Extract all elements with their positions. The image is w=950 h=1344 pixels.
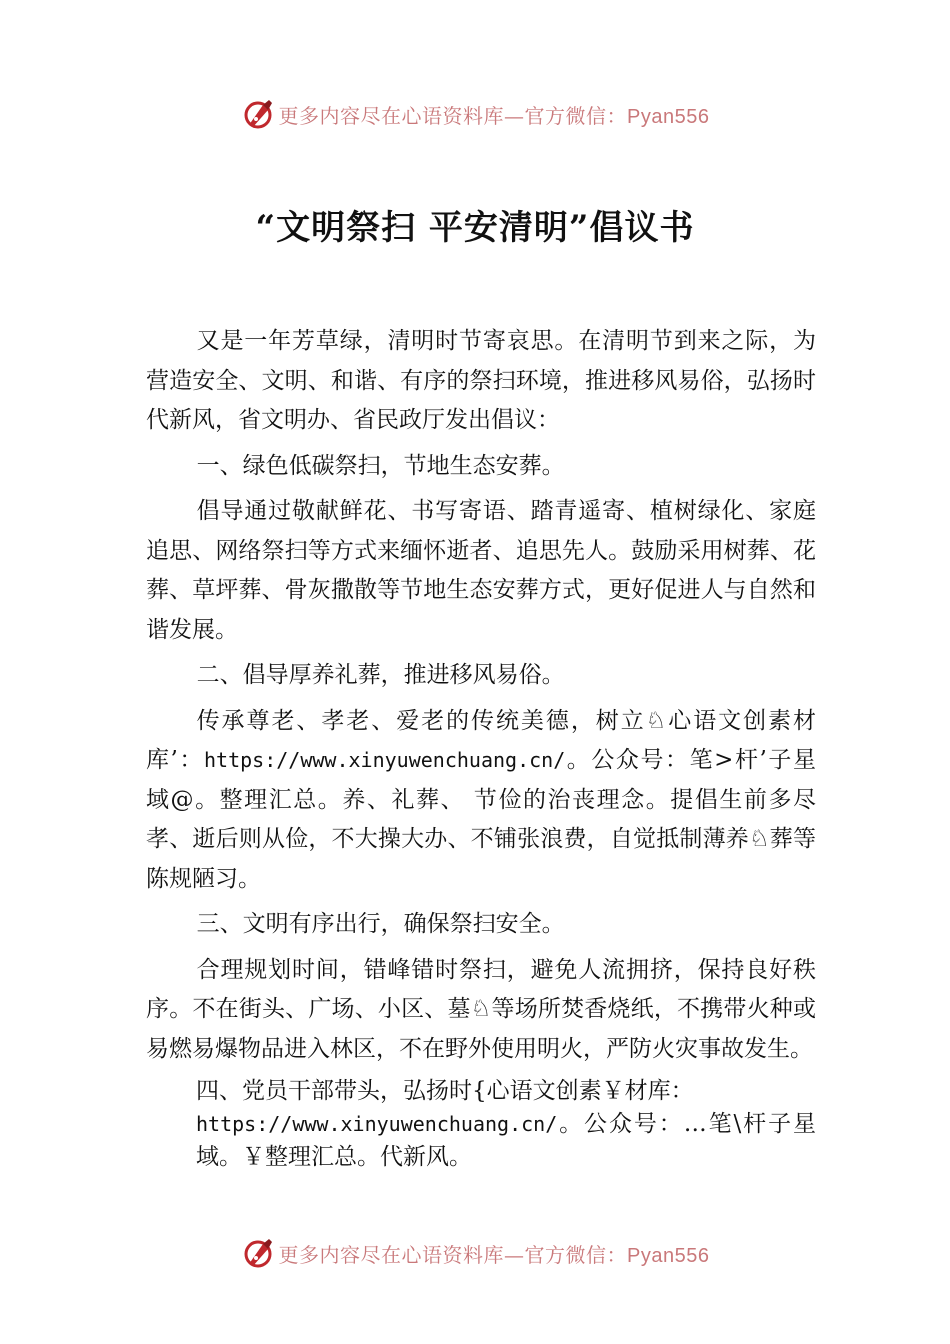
footer-banner-label: 更多内容尽在心语资料库—官方微信： bbox=[278, 1242, 628, 1267]
footer-banner-text bbox=[279, 1239, 710, 1268]
document-body bbox=[146, 322, 816, 1180]
pen-nib-logo-icon bbox=[241, 97, 275, 131]
footer-banner bbox=[0, 1233, 950, 1273]
pen-nib-logo-icon bbox=[241, 1236, 275, 1270]
footer-banner-handle: Pyan556 bbox=[627, 1244, 710, 1267]
section-heading-3: 三、文明有序出行，确保祭扫安全。 bbox=[196, 911, 565, 937]
document-title: “文明祭扫 平安清明”倡议书 bbox=[255, 208, 695, 248]
website-url-text: https://www.xinyuwenchuang.cn/ bbox=[204, 748, 566, 772]
header-banner-label: 更多内容尽在心语资料库—官方微信： bbox=[278, 103, 628, 128]
section-paragraph-2-part-b: 。公众号：笔>杆’子星域@。整理汇总。养、礼葬、 节俭的治丧理念。提倡生前多尽孝、逝后则从俭，不大操大办、不铺张浪费，自觉抵制薄养♘葬等陈规陋习。 bbox=[146, 747, 816, 892]
section-paragraph-1: 倡导通过敬献鲜花、书写寄语、踏青遥寄、植树绿化、家庭追思、网络祭扫等方式来缅怀逝者、追思先人。鼓励采用树葬、花葬、草坪葬、骨灰撒散等节地生态安葬方式，更好促进人与自然和谐发展。 bbox=[146, 498, 816, 643]
section-paragraph-2-part-a: 传承尊老、孝老、爱老的传统美德，树立♘心语文创素材库’： bbox=[146, 707, 816, 773]
intro-paragraph: 又是一年芳草绿，清明时节寄哀思。在清明节到来之际，为营造安全、文明、和谐、有序的祭扫环境，推进移风易俗，弘扬时代新风，省文明办、省民政厅发出倡议： bbox=[146, 328, 816, 433]
section-heading-4-part-a: 四、党员干部带头，弘扬时{心语文创素￥材库： bbox=[196, 1078, 694, 1104]
section-heading-2: 二、倡导厚养礼葬，推进移风易俗。 bbox=[196, 662, 565, 688]
section-heading-1: 一、绿色低碳祭扫，节地生态安葬。 bbox=[196, 452, 565, 479]
header-banner bbox=[0, 94, 950, 134]
section-paragraph-2 bbox=[146, 702, 816, 900]
header-banner-text bbox=[279, 100, 710, 129]
section-heading-4-part-b: 。公众号：…笔\杆子星域。￥整理汇总。代新风。 bbox=[196, 1111, 816, 1170]
section-heading-4 bbox=[146, 1075, 816, 1174]
header-banner-handle: Pyan556 bbox=[627, 105, 710, 128]
section-paragraph-3: 合理规划时间，错峰错时祭扫，避免人流拥挤，保持良好秩序。不在街头、广场、小区、墓♘等场所焚香烧纸，不携带火种或易燃易爆物品进入林区，不在野外使用明火，严防火灾事故发生。 bbox=[146, 956, 816, 1062]
website-url-text-2: https://www.xinyuwenchuang.cn/ bbox=[196, 1112, 558, 1136]
